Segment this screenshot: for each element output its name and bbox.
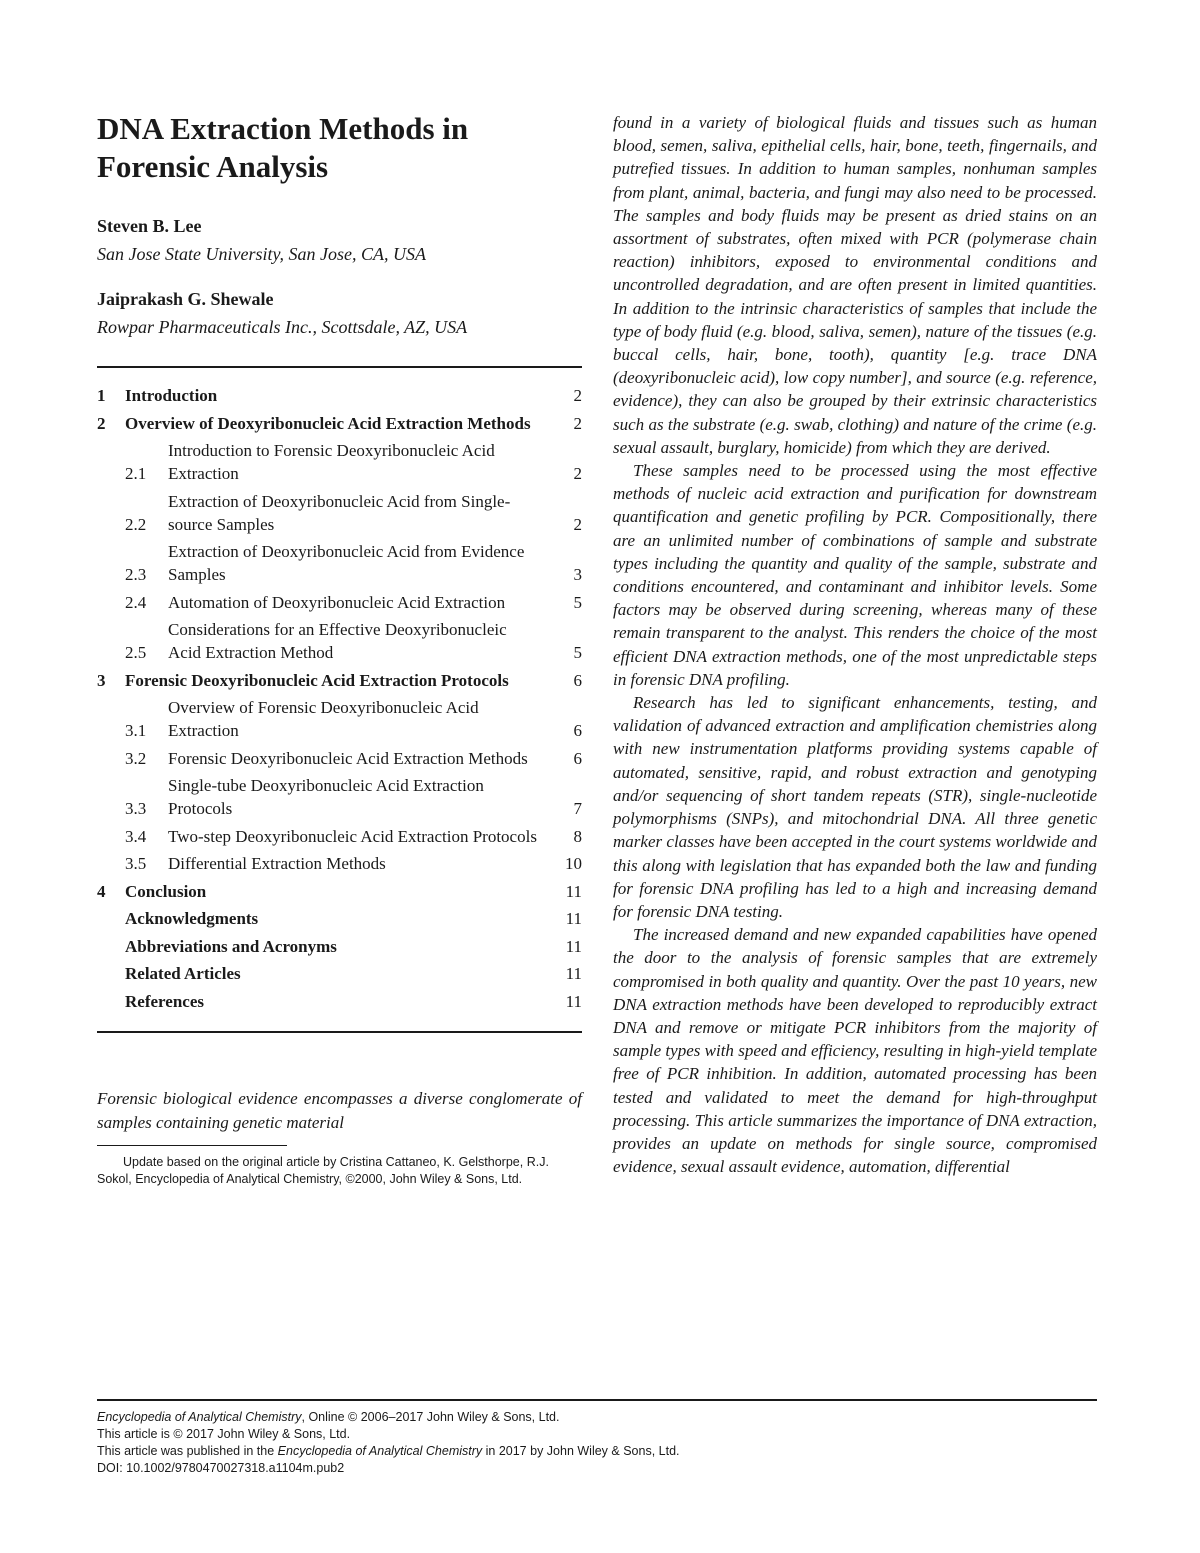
toc-entry[interactable] [97,540,582,586]
toc-entry-title: Overview of Deoxyribonucleic Acid Extraction Methods [125,413,531,433]
toc-entry[interactable] [97,412,582,435]
footer-published-post: in 2017 by John Wiley & Sons, Ltd. [482,1444,680,1458]
footer-line-2: This article is © 2017 John Wiley & Sons, Ltd. [97,1427,351,1441]
toc-entry-page: 6 [573,748,582,768]
toc-entry[interactable] [97,618,582,664]
footer-published-pre: This article was published in the [97,1444,278,1458]
toc-entry-number: 3.2 [125,748,147,768]
toc-entry-number: 1 [97,386,106,405]
author-name-1: Steven B. Lee [97,216,202,236]
toc-entry-title: Considerations for an Effective Deoxyribonucleic Acid Extraction Method [168,620,507,662]
abstract-text: Forensic biological evidence encompasses a diverse conglomerate of samples containing genetic material [97,1088,582,1132]
author-affiliation-2: Rowpar Pharmaceuticals Inc., Scottsdale, AZ, USA [97,317,468,337]
toc-entry[interactable] [97,439,582,485]
toc-entry[interactable] [97,962,582,985]
body-paragraph-3: Research has led to significant enhancements, testing, and validation of advanced extraction and amplification chemistries along with new instrumentation platforms providing systems capable of automated, sensitive, rapid, and robust extraction and genotyping and/or sequencing of short tandem repeats (STR), single-nucleotide polymorphisms (SNPs), and mitochondrial DNA. All three genetic marker classes have been accepted in the court systems worldwide and this along with legislation that has expanded both the law and funding for forensic DNA profiling has led to a high and increasing demand for forensic DNA testing. [613,693,1097,921]
toc-entry-page: 11 [565,909,582,928]
toc-entry-page: 11 [565,964,582,983]
toc-entry-title: References [125,991,204,1011]
toc-entry-title: Forensic Deoxyribonucleic Acid Extraction Methods [168,748,528,768]
toc-entry-number: 2.4 [125,592,147,612]
toc-entry-page: 11 [565,936,582,956]
toc-entry[interactable] [97,490,582,536]
toc-entry-number: 4 [97,881,106,901]
body-paragraph-2: These samples need to be processed using the most effective methods of nucleic acid extraction and purification for downstream quantification and genetic profiling by PCR. Compositionally, there are an unlimited number of combinations of sample and substrate types including the quantity and quality of the sample, substrate and conditions encountered, and contaminant and inhibitor levels. Some factors may be observed during screening, whereas many of these remain transparent to the analyst. This renders the choice of the most efficient DNA extraction methods, one of the most unpredictable steps in forensic DNA profiling. [613,461,1097,689]
toc-entry-page: 8 [573,826,582,846]
toc-entry-page: 3 [573,565,582,584]
footer-rule [97,1399,1097,1401]
toc-entry-page: 7 [573,799,582,818]
toc-entry-page: 2 [573,413,582,433]
toc-entry[interactable] [97,935,582,958]
toc-entry-page: 2 [573,386,582,405]
toc-entry-title: Extraction of Deoxyribonucleic Acid from Single-source Samples [168,491,511,534]
toc-entry-title: Introduction to Forensic Deoxyribonucleic Acid Extraction [168,441,495,483]
toc-entry-page: 10 [565,854,582,873]
toc-entry-title: Two-step Deoxyribonucleic Acid Extraction Protocols [168,826,537,846]
toc-entry-number: 2 [97,413,106,433]
left-column [97,110,582,1188]
toc-entry-page: 2 [573,514,582,534]
toc-entry[interactable] [97,696,582,742]
toc-entry-title: Overview of Forensic Deoxyribonucleic Acid Extraction [168,698,479,740]
toc-entry-page: 6 [573,670,582,690]
toc-entry-number: 2.1 [125,464,147,483]
toc-entry[interactable] [97,990,582,1013]
author-affiliation-1: San Jose State University, San Jose, CA, USA [97,244,426,264]
table-of-contents [97,384,582,1013]
toc-entry-number: 2.3 [125,565,147,584]
toc-entry-number: 2.2 [125,514,147,534]
toc-entry[interactable] [97,747,582,770]
toc-bottom-rule [97,1031,582,1033]
toc-entry-page: 5 [573,643,582,662]
toc-entry-title: Extraction of Deoxyribonucleic Acid from Evidence Samples [168,542,525,584]
body-paragraph-1: found in a variety of biological fluids and tissues such as human blood, semen, saliva, epithelial cells, hair, bone, teeth, fingernails, and putrefied tissues. In addition to human samples, nonhuman samples from plant, animal, bacteria, and fungi may also need to be processed. The samples and body fluids may be present as dried stains on an assortment of substrates, often mixed with PCR (polymerase chain reaction) inhibitors, exposed to environmental conditions and uncontrolled degradation, and are often present in limited quantities. In addition to the intrinsic characteristics of samples that include the type of body fluid (e.g. blood, saliva, semen), nature of the tissues (e.g. buccal cells, hair, bone, tooth), quantity [e.g. trace DNA (deoxyribonucleic acid), low copy number], and source (e.g. reference, evidence), they can also be grouped by their extrinsic characteristics such as the substrate (e.g. swab, clothing) and nature of the crime (e.g. sexual assault, burglary, homicide) from which they are derived. [613,113,1097,457]
toc-entry-number: 3.1 [125,721,147,740]
article-title: DNA Extraction Methods in Forensic Analysis [97,111,469,184]
toc-entry-page: 2 [573,464,582,483]
footnote-rule [97,1145,287,1146]
toc-entry-title: Single-tube Deoxyribonucleic Acid Extraction Protocols [168,776,484,818]
footer-journal-name: Encyclopedia of Analytical Chemistry [97,1410,302,1424]
toc-entry[interactable] [97,825,582,848]
toc-entry-title: Acknowledgments [125,909,259,928]
footer-journal-name-2: Encyclopedia of Analytical Chemistry [277,1444,483,1458]
toc-entry-number: 3.5 [125,854,147,873]
toc-entry-title: Introduction [125,386,218,405]
toc-entry-title: Forensic Deoxyribonucleic Acid Extraction Protocols [125,670,509,690]
toc-entry-number: 3.4 [125,826,147,846]
toc-entry[interactable] [97,852,582,875]
toc-entry-title: Related Articles [125,964,241,983]
toc-entry-page: 11 [565,881,582,901]
toc-entry-page: 5 [573,592,582,612]
toc-entry-title: Conclusion [125,881,207,901]
toc-entry-number: 3 [97,670,106,690]
footer-line-1 [97,1409,1097,1426]
author-name-2: Jaiprakash G. Shewale [97,289,274,309]
body-paragraph-4: The increased demand and new expanded capabilities have opened the door to the analysis of forensic samples that are extremely compromised in both quality and quantity. Over the past 10 years, new DNA extraction methods have been developed to reproducibly extract DNA and remove or mitigate PCR inhibitors from the majority of sample types with speed and efficiency, resulting in high-yield template free of PCR inhibition. In addition, automated processing has been tested and validated to meet the demand for high-throughput processing. This article summarizes the importance of DNA extraction, provides an update on methods for single source, compromised evidence, sexual assault evidence, automation, differential [613,925,1097,1177]
toc-entry-title: Abbreviations and Acronyms [125,936,337,956]
footer-line-3 [97,1443,1097,1460]
toc-entry[interactable] [97,384,582,407]
toc-entry[interactable] [97,774,582,820]
toc-entry[interactable] [97,907,582,930]
page-footer [97,1409,1097,1477]
toc-top-rule [97,366,582,368]
toc-entry-number: 3.3 [125,799,147,818]
right-column [613,111,1097,1178]
toc-entry-number: 2.5 [125,643,147,662]
toc-entry[interactable] [97,880,582,903]
toc-entry-page: 11 [565,991,582,1011]
footnote-text: Update based on the original article by Cristina Cattaneo, K. Gelsthorpe, R.J. Sokol, Encyclopedia of Analytical Chemistry, ©2000, John Wiley & Sons, Ltd. [97,1154,549,1186]
footer-copyright-online: , Online © 2006–2017 John Wiley & Sons, Ltd. [301,1410,560,1424]
toc-entry[interactable] [97,591,582,614]
toc-entry[interactable] [97,669,582,692]
toc-entry-title: Differential Extraction Methods [168,854,386,873]
footer-doi: DOI: 10.1002/9780470027318.a1104m.pub2 [97,1461,345,1475]
toc-entry-page: 6 [573,721,582,740]
toc-entry-title: Automation of Deoxyribonucleic Acid Extraction [168,592,506,612]
